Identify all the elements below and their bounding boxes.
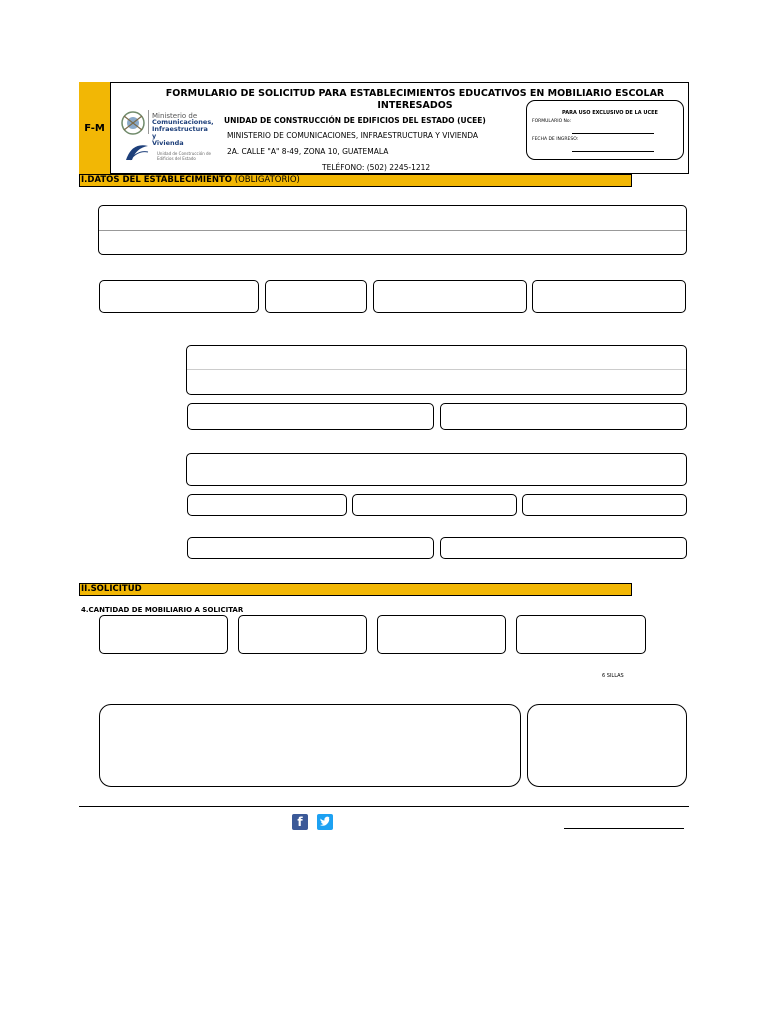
address-field[interactable]	[186, 345, 687, 395]
field-row1-1[interactable]	[99, 280, 259, 313]
side-field[interactable]	[527, 704, 687, 787]
ucee-logo-text: Unidad de Construcción de Edificios del Estado	[157, 151, 212, 161]
ucee-form-number-label: FORMULARIO No:	[532, 119, 572, 124]
field-row4[interactable]	[186, 453, 687, 486]
field-row3-1[interactable]	[187, 403, 434, 430]
form-code: F-M	[79, 82, 111, 174]
form-title-line2: INTERESADOS	[377, 100, 453, 111]
field-row5-1[interactable]	[187, 494, 347, 516]
quantity-field-1[interactable]	[99, 615, 228, 654]
guatemala-coat-of-arms-icon	[116, 108, 150, 138]
phone: TELÉFONO: (502) 2245-1212	[322, 163, 431, 172]
twitter-icon[interactable]	[317, 814, 333, 830]
quantity-field-3[interactable]	[377, 615, 506, 654]
field-row1-4[interactable]	[532, 280, 686, 313]
signature-line[interactable]	[564, 828, 684, 829]
ministry-logo-sub: Ministerio de	[152, 112, 198, 120]
ucee-box-title: PARA USO EXCLUSIVO DE LA UCEE	[562, 110, 658, 116]
field-divider	[187, 369, 686, 370]
field-row1-2[interactable]	[265, 280, 367, 313]
section-1-bar	[79, 174, 632, 187]
quantity-field-2[interactable]	[238, 615, 367, 654]
ministry-logo-line2: Infraestructura y	[152, 125, 208, 140]
ucee-date-label: FECHA DE INGRESO:	[532, 137, 579, 142]
facebook-icon[interactable]: f	[292, 814, 308, 830]
ministry-logo-line3: Vivienda	[152, 139, 184, 147]
section-1-note: (OBLIGATORIO)	[232, 175, 300, 185]
ucee-date-field[interactable]	[572, 151, 654, 152]
section-1-number: I.	[81, 175, 88, 185]
section-1-title: DATOS DEL ESTABLECIMIENTO	[87, 175, 233, 185]
form-title-line1: FORMULARIO DE SOLICITUD PARA ESTABLECIMIENTOS EDUCATIVOS EN MOBILIARIO ESCOLAR	[165, 88, 665, 99]
quantity-label: 4.CANTIDAD DE MOBILIARIO A SOLICITAR	[81, 606, 244, 614]
field-divider	[99, 230, 686, 231]
field-row5-2[interactable]	[352, 494, 517, 516]
section-2-number: II.	[81, 584, 91, 594]
footer-divider	[79, 806, 689, 807]
field-row5-3[interactable]	[522, 494, 687, 516]
ucee-logo-icon	[122, 140, 152, 164]
quantity-note: 6 SILLAS	[602, 673, 624, 679]
unit-name: UNIDAD DE CONSTRUCCIÓN DE EDIFICIOS DEL ESTADO (UCEE)	[224, 116, 486, 125]
ministry-logo-line1: Comunicaciones,	[152, 118, 214, 126]
ministry-name: MINISTERIO DE COMUNICACIONES, INFRAESTRUCTURA Y VIVIENDA	[227, 131, 479, 140]
address: 2A. CALLE "A" 8-49, ZONA 10, GUATEMALA	[227, 147, 389, 156]
observations-field[interactable]	[99, 704, 521, 787]
section-2-bar	[79, 583, 632, 596]
section-2-title: SOLICITUD	[90, 584, 142, 594]
logo-divider	[148, 110, 149, 134]
field-row6-1[interactable]	[187, 537, 434, 559]
ucee-form-number-field[interactable]	[572, 133, 654, 134]
quantity-field-4[interactable]	[516, 615, 646, 654]
ministry-logo-name	[152, 119, 214, 147]
field-row6-2[interactable]	[440, 537, 687, 559]
field-row1-3[interactable]	[373, 280, 527, 313]
field-row3-2[interactable]	[440, 403, 687, 430]
